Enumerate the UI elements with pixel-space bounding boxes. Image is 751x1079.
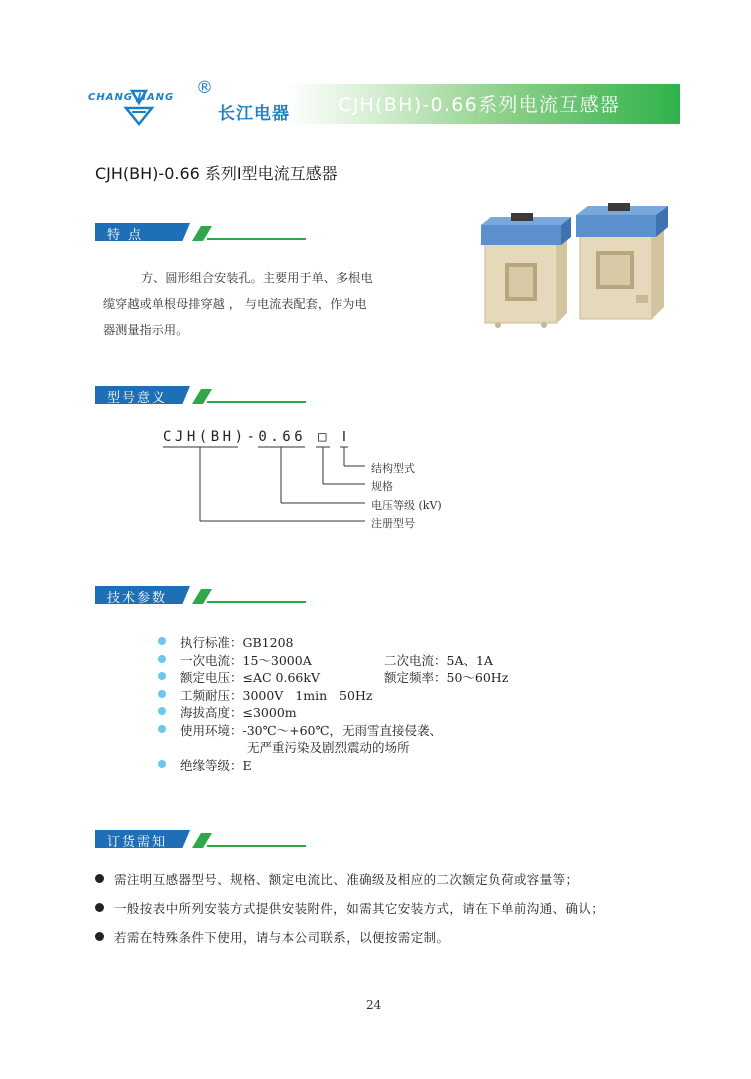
section-header-tech-params — [95, 586, 310, 604]
features-line: 缆穿越或单根母排穿越 ， 与电流表配套，作为电 — [103, 297, 367, 311]
brand-name-cn: 长江电器 — [218, 104, 290, 124]
bullet-icon — [95, 932, 104, 941]
order-note-text: 需注明互感器型号、规格、额定电流比、准确级及相应的二次额定负荷或容量等； — [114, 872, 579, 887]
features-line: 方、圆形组合安装孔。主要用于单、多根电 — [141, 271, 373, 285]
bullet-icon — [158, 760, 166, 768]
page-title: CJH(BH)-0.66 系列Ⅰ型电流互感器 — [95, 164, 338, 183]
model-label: 结构型式 — [371, 462, 415, 475]
param-text: 一次电流：15～3000A — [180, 652, 312, 668]
product-photo — [476, 203, 671, 328]
page-number: 24 — [366, 998, 382, 1012]
bullet-icon — [158, 690, 166, 698]
order-note-text: 若需在特殊条件下使用，请与本公司联系，以便按需定制。 — [114, 930, 450, 945]
section-label: 型号意义 — [107, 391, 168, 406]
param-text: 执行标准：GB1208 — [180, 635, 294, 650]
section-header-features — [95, 223, 310, 241]
features-text — [103, 265, 415, 343]
bullet-icon — [95, 874, 104, 883]
model-code-diagram — [160, 445, 480, 535]
current-transformer-right — [576, 203, 668, 319]
section-label: 订货需知 — [107, 835, 168, 850]
section-label: 特 点 — [107, 228, 144, 243]
svg-text:CHANG JIANG: CHANG JIANG — [88, 92, 175, 103]
bullet-icon — [158, 637, 166, 645]
series-title: CJH(BH)-0.66系列电流互感器 — [338, 94, 621, 116]
features-line: 器测量指示用。 — [103, 323, 189, 337]
order-note-text: 一般按表中所列安装方式提供安装附件，如需其它安装方式，请在下单前沟通、确认； — [114, 901, 605, 916]
section-header-model-meaning — [95, 386, 310, 404]
model-label: 规格 — [371, 480, 393, 493]
model-code: CJH(BH)-0.66 □ Ⅰ — [163, 429, 350, 445]
changjiang-logo — [88, 86, 208, 126]
current-transformer-left — [481, 213, 571, 328]
param-text: 海拔高度：≤3000m — [180, 705, 297, 720]
param-text-secondary: 二次电流：5A、1A — [384, 652, 493, 668]
param-text: 工频耐压：3000V 1min 50Hz — [180, 687, 373, 703]
model-label: 注册型号 — [371, 517, 415, 530]
bullet-icon — [158, 725, 166, 733]
param-text: 使用环境：-30℃～+60℃，无雨雪直接侵袭、 — [180, 722, 442, 738]
section-header-ordering — [95, 830, 310, 848]
registered-mark: ® — [196, 78, 213, 98]
bullet-icon — [158, 707, 166, 715]
model-label: 电压等级 (kV) — [371, 499, 442, 512]
param-text: 绝缘等级：E — [180, 757, 252, 773]
bullet-icon — [158, 655, 166, 663]
param-text-secondary: 额定频率：50～60Hz — [384, 670, 509, 685]
bullet-icon — [158, 672, 166, 680]
param-text: 无严重污染及剧烈震动的场所 — [247, 740, 410, 755]
bullet-icon — [95, 903, 104, 912]
param-text: 额定电压：≤AC 0.66kV — [180, 670, 320, 685]
section-label: 技术参数 — [107, 591, 168, 606]
